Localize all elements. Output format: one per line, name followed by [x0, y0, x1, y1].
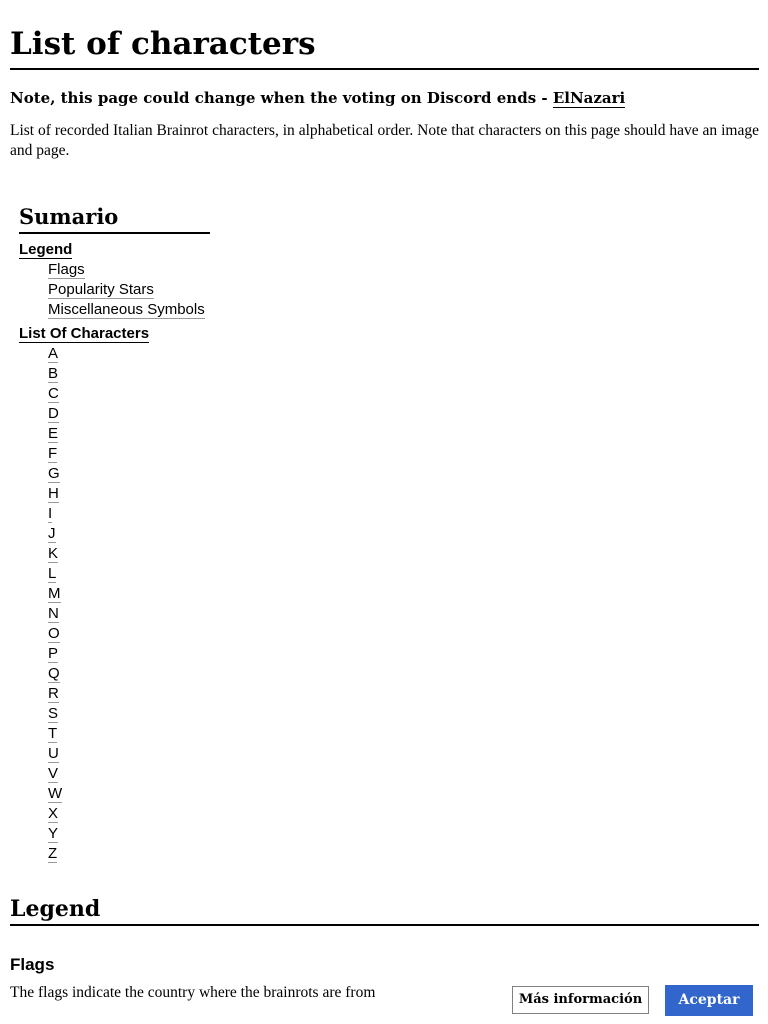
toc-item-letter-m[interactable]	[48, 584, 210, 604]
toc-item-letter-l[interactable]	[48, 564, 210, 584]
toc-legend-list	[19, 260, 210, 320]
discord-note-text: Note, this page could change when the voting on Discord ends -	[10, 89, 553, 107]
toc-link-letter-x[interactable]: X	[48, 805, 59, 822]
toc-link-letter-p[interactable]: P	[48, 645, 59, 662]
toc-item-letter-u[interactable]	[48, 744, 210, 764]
page-title: List of characters	[10, 26, 316, 62]
toc-item-popularity-stars[interactable]	[48, 280, 210, 300]
toc-item-letter-p[interactable]	[48, 644, 210, 664]
more-info-button[interactable]: Más información	[512, 986, 649, 1014]
toc-link-letter-c[interactable]: C	[48, 385, 59, 402]
toc-link-letter-a[interactable]: A	[48, 345, 59, 362]
toc-item-legend-label[interactable]: Legend	[19, 241, 73, 258]
toc-item-letter-r[interactable]	[48, 684, 210, 704]
toc-link-letter-n[interactable]: N	[48, 605, 59, 622]
toc-link-flags[interactable]: Flags	[48, 261, 85, 278]
toc-item-letter-g[interactable]	[48, 464, 210, 484]
toc-item-list-of-characters[interactable]	[19, 324, 210, 344]
elnazari-user-link[interactable]: ElNazari	[552, 89, 626, 107]
toc-link-letter-v[interactable]: V	[48, 765, 59, 782]
toc-link-letter-b[interactable]: B	[48, 365, 59, 382]
toc-item-miscellaneous-symbols[interactable]	[48, 300, 210, 320]
toc-link-letter-g[interactable]: G	[48, 465, 60, 482]
toc-item-letter-n[interactable]	[48, 604, 210, 624]
toc-item-list-of-characters-label[interactable]: List Of Characters	[19, 325, 150, 342]
toc-link-letter-k[interactable]: K	[48, 545, 59, 562]
toc-link-letter-s[interactable]: S	[48, 705, 59, 722]
toc-link-letter-y[interactable]: Y	[48, 825, 59, 842]
toc-item-letter-k[interactable]	[48, 544, 210, 564]
toc-item-flags[interactable]	[48, 260, 210, 280]
flags-section-title: Flags	[10, 955, 55, 974]
legend-section-title: Legend	[10, 896, 101, 922]
toc-item-letter-h[interactable]	[48, 484, 210, 504]
toc-item-letter-v[interactable]	[48, 764, 210, 784]
toc-item-letter-t[interactable]	[48, 724, 210, 744]
intro-paragraph: List of recorded Italian Brainrot characters, in alphabetical order. Note that characters on this page should have an image and page.	[10, 122, 759, 159]
toc-link-letter-e[interactable]: E	[48, 425, 59, 442]
toc-link-letter-l[interactable]: L	[48, 565, 57, 582]
toc-item-letter-q[interactable]	[48, 664, 210, 684]
legend-section-divider	[10, 924, 759, 926]
toc-link-letter-o[interactable]: O	[48, 625, 60, 642]
flags-description: The flags indicate the country where the brainrots are from	[10, 984, 376, 1001]
toc-item-letter-b[interactable]	[48, 364, 210, 384]
toc-item-letter-y[interactable]	[48, 824, 210, 844]
toc-link-letter-t[interactable]: T	[48, 725, 58, 742]
toc-item-letter-s[interactable]	[48, 704, 210, 724]
toc-link-letter-f[interactable]: F	[48, 445, 58, 462]
toc-link-miscellaneous-symbols[interactable]: Miscellaneous Symbols	[48, 301, 205, 318]
toc-title: Sumario	[19, 204, 119, 229]
toc-item-letter-c[interactable]	[48, 384, 210, 404]
discord-note	[10, 88, 625, 108]
toc-item-letter-a[interactable]	[48, 344, 210, 364]
toc-item-letter-i[interactable]	[48, 504, 210, 524]
toc-item-letter-j[interactable]	[48, 524, 210, 544]
toc-link-letter-u[interactable]: U	[48, 745, 59, 762]
toc-letters-list	[19, 344, 210, 864]
toc-item-letter-w[interactable]	[48, 784, 210, 804]
toc-item-letter-z[interactable]	[48, 844, 210, 864]
toc-link-letter-r[interactable]: R	[48, 685, 59, 702]
toc-link-letter-z[interactable]: Z	[48, 845, 58, 862]
toc-divider	[19, 232, 210, 234]
toc-link-letter-w[interactable]: W	[48, 785, 63, 802]
toc-item-letter-f[interactable]	[48, 444, 210, 464]
toc-item-letter-d[interactable]	[48, 404, 210, 424]
toc-item-letter-e[interactable]	[48, 424, 210, 444]
title-divider	[10, 68, 759, 70]
toc-link-letter-i[interactable]: I	[48, 505, 53, 522]
toc-item-legend[interactable]	[19, 240, 210, 260]
toc-link-letter-j[interactable]: J	[48, 525, 56, 542]
table-of-contents	[19, 202, 210, 864]
toc-link-letter-q[interactable]: Q	[48, 665, 60, 682]
toc-item-letter-o[interactable]	[48, 624, 210, 644]
toc-link-popularity-stars[interactable]: Popularity Stars	[48, 281, 154, 298]
accept-button[interactable]: Aceptar	[665, 985, 753, 1016]
toc-link-letter-m[interactable]: M	[48, 585, 61, 602]
toc-link-letter-h[interactable]: H	[48, 485, 59, 502]
toc-item-letter-x[interactable]	[48, 804, 210, 824]
toc-link-letter-d[interactable]: D	[48, 405, 59, 422]
